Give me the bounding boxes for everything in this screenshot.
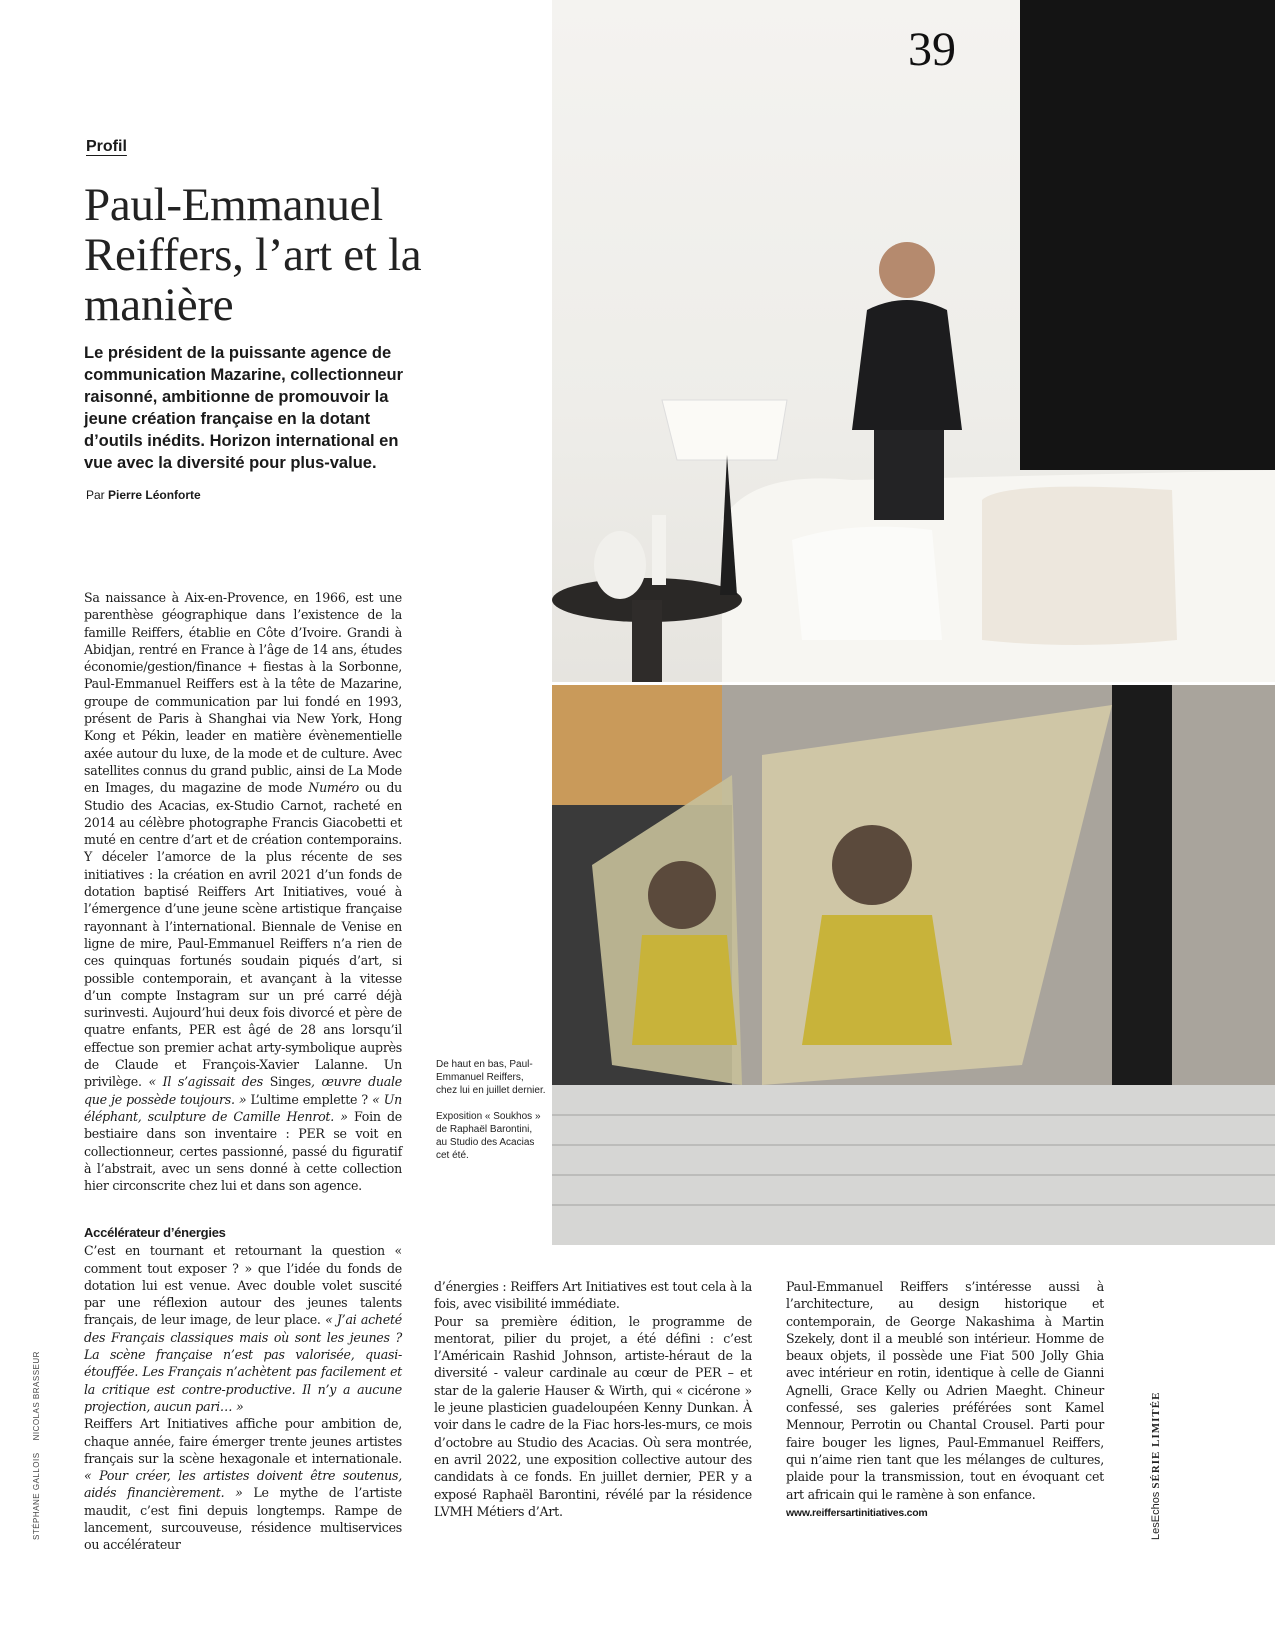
- head: [879, 242, 935, 298]
- photo-portrait-reiffers: [552, 0, 1275, 682]
- text: Le mythe de l’artiste maudit, c’est fini depuis longtemps. Rampe de lancement, surcouveuse, résidence multiservices ou accélérateur: [84, 1485, 402, 1553]
- body-column-1-section-2: [84, 1224, 402, 1554]
- subheading: Accélérateur d’énergies: [84, 1225, 226, 1240]
- paragraph: [84, 1242, 402, 1415]
- jacket: [852, 300, 962, 430]
- byline-author: Pierre Léonforte: [108, 488, 201, 502]
- lamp-shade: [662, 400, 787, 460]
- byline-prefix: Par: [86, 488, 105, 502]
- portrait-illustration: [552, 0, 1275, 682]
- text: Foin de bestiaire dans son inventaire : PER se voit en collectionneur, certes passionné, passé du figuratif à l’abstrait, avec un sens donné à cette collection hier circonscrite chez lui et dans son agence.: [84, 1108, 402, 1194]
- text: C’est en tournant et retournant la question « comment tout exposer ? » que l’idée du fonds de dotation lui est venue. Avec double volet suscité par une réflexion autour des jeunes talents français, de leur image, de leur place.: [84, 1243, 402, 1328]
- body-column-2: [434, 1278, 752, 1520]
- black-painting: [1020, 0, 1275, 470]
- text: Sa naissance à Aix-en-Provence, en 1966, est une parenthèse géographique dans l’existence de la famille Reiffers, établie en Côte d’Ivoire. Grandi à Abidjan, rentré en France à l’âge de 14 ans, études économie/gestion/finance + fiestas à la Sorbonne, Paul-Emmanuel Reiffers est à la tête de Mazarine, groupe de communication par lui fondé en 1993, présent de Paris à Shanghai via New York, Hong Kong et Pékin, leader en matière évènementielle axée autour du luxe, de la mode et de culture. Avec satellites connus du grand public, ainsi de La Mode en Images, du magazine de mode: [84, 590, 402, 796]
- section-rubric: Profil: [86, 138, 127, 155]
- text: L’ultime emplette ?: [246, 1091, 373, 1107]
- credit-name: STÉPHANE GALLOIS: [32, 1452, 41, 1540]
- paragraph: [84, 1415, 402, 1553]
- cushion-beige: [982, 487, 1177, 645]
- brand-series: SÉRIE LIMITÉE: [1150, 1391, 1162, 1489]
- text: Singes: [269, 1074, 311, 1090]
- trousers: [874, 430, 944, 520]
- paragraph: [84, 589, 402, 1194]
- quote: « Pour créer, les artistes doivent être soutenus, aidés financièrement. »: [84, 1468, 402, 1501]
- caption-line: Exposition « Soukhos » de Raphaël Barontini, au Studio des Acacias cet été.: [436, 1111, 541, 1161]
- exhibition-illustration: [552, 685, 1275, 1245]
- paragraph: d’énergies : Reiffers Art Initiatives est tout cela à la fois, avec visibilité immédiate.: [434, 1279, 752, 1312]
- text-italic: Numéro: [308, 780, 359, 796]
- article-lede: Le président de la puissante agence de communication Mazarine, collectionneur raisonné, ambitionne de promouvoir la jeune création française en la dotant d’outils inédits. Horizon international en vue avec la diversité pour plus-value.: [84, 344, 404, 472]
- paragraph: Pour sa première édition, le programme de mentorat, pilier du projet, a été défini : c’est l’Américain Rashid Johnson, artiste-héraut de la diversité - valeur cardinale au cœur de PER – et star de la galerie Hauser & Wirth, qui « cicérone » le jeune plasticien guadeloupéen Kenny Dunkan. À voir dans le cadre de la Fiac hors-les-murs, ce mois d’octobre au Studio des Acacias. Où sera montrée, en avril 2022, une exposition collective autour des candidats à ce fonds. En juillet dernier, PER y a exposé Raphaël Barontini, révélé par la résidence LVMH Métiers d’Art.: [434, 1313, 752, 1519]
- website-link[interactable]: www.reiffersartinitiatives.com: [786, 1506, 928, 1519]
- paragraph: Paul-Emmanuel Reiffers s’intéresse aussi à l’architecture, au design historique et contemporain, de George Nakashima à Martin Szekely, dont il a meublé son intérieur. Homme de beaux objets, il possède une Fiat 500 Jolly Ghia avec intérieur en rotin, identique à celle de Gianni Agnelli, Grace Kelly ou Adrien Maeght. Chineur confessé, ses galeries préférées sont Kamel Mennour, Perrotin ou Chantal Crousel. Parti pour faire bouger les lignes, Paul-Emmanuel Reiffers, qui n’aime rien tant que les mélanges de cultures, plaide pour la transmission, tout en évoquant cet art africain qui le ramène à son enfance.: [786, 1279, 1104, 1502]
- caption-line: De haut en bas, Paul-Emmanuel Reiffers, chez lui en juillet dernier.: [436, 1059, 546, 1096]
- photo-caption: [436, 1058, 546, 1175]
- text: Reiffers Art Initiatives affiche pour ambition de, chaque année, faire émerger trente jeunes artistes français sur la scène hexagonale et internationale.: [84, 1416, 402, 1466]
- brand-name: LesEchos: [1150, 1491, 1162, 1540]
- article-title: Paul-Emmanuel Reiffers, l’art et la manière: [84, 179, 422, 331]
- quote: « J’ai acheté des Français classiques mais où sont les jeunes ? La scène française n’est pas valorisée, quasi-étouffée. Les Français n’achètent pas facilement et la critique est contre-productive. Il n’y a aucune projection, aucun pari… »: [84, 1312, 402, 1414]
- stairs: [552, 1085, 1275, 1245]
- text: ou du Studio des Acacias, ex-Studio Carnot, racheté en 2014 au célèbre photographe Francis Giacobetti et muté en centre d’art et de création contemporains. Y déceler l’amorce de la plus récente de ses initiatives : la création en avril 2021 d’un fonds de dotation baptisé Reiffers Art Initiatives, voué à l’émergence d’une jeune scène artistique française rayonnant à l’international. Biennale de Venise en ligne de mire, Paul-Emmanuel Reiffers n’a rien de ces quinquas fortunés soudain piqués d’art, si possible contemporain, et avançant à la vitesse d’un compte Instagram sur un pré carré déjà surinvesti. Aujourd’hui deux fois divorcé et père de quatre enfants, PER est âgé de 28 ans lorsqu’il effectue son premier achat arty-symbolique auprès de Claude et François-Xavier Lalanne. Un privilège.: [84, 780, 403, 1090]
- body-column-3: [786, 1278, 1104, 1522]
- white-vase: [652, 515, 666, 585]
- quote: « Un éléphant, sculpture de Camille Henrot. »: [84, 1091, 403, 1124]
- quote: « Il s’agissait des: [148, 1074, 270, 1090]
- photo-credits: [32, 1339, 41, 1540]
- page-number: 39: [908, 23, 956, 76]
- body-column-1: [84, 589, 402, 1194]
- photo-exhibition-soukhos: [552, 685, 1275, 1245]
- byline: [86, 488, 201, 502]
- wood-panel: [552, 685, 722, 805]
- quote: , œuvre duale que je possède toujours. »: [84, 1074, 402, 1107]
- credit-name: NICOLAS BRASSEUR: [32, 1351, 41, 1441]
- cushion-white: [792, 527, 942, 640]
- magazine-brand: [1150, 1392, 1162, 1540]
